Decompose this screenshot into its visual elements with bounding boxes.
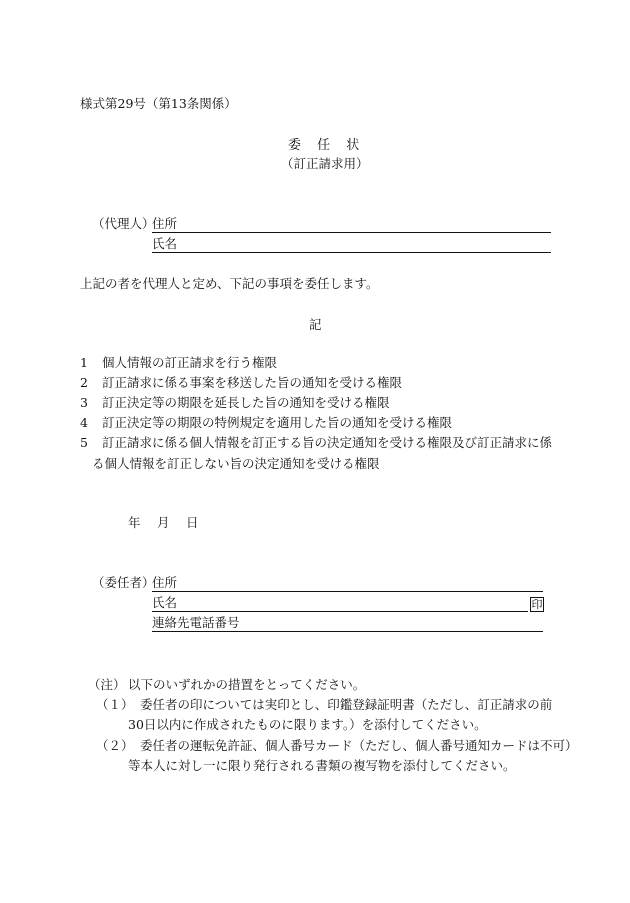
document-subtitle: （訂正請求用）: [281, 156, 369, 171]
delegation-statement: 上記の者を代理人と定め、下記の事項を委任します。: [80, 276, 379, 291]
agent-address-label: 住所: [152, 216, 178, 231]
principal-address-line: [152, 591, 543, 592]
note-2-line-2: 等本人に対し一に限り発行される書類の複写物を添付してください。: [128, 758, 516, 773]
list-item: [80, 377, 402, 390]
item-text: 訂正請求に係る個人情報を訂正する旨の決定通知を受ける権限及び訂正請求に係: [102, 435, 553, 450]
item-number: 5: [80, 435, 88, 450]
principal-address-label: 住所: [152, 575, 178, 590]
agent-name-line: [152, 252, 551, 253]
list-item: [80, 437, 552, 450]
item-text: 訂正決定等の期限を延長した旨の通知を受ける権限: [102, 395, 390, 410]
item-number: 1: [80, 355, 88, 370]
notes-text: 以下のいずれかの措置をとってください。: [128, 677, 366, 692]
date-line: 年 月 日: [128, 515, 201, 530]
note-2-label: （２）: [96, 738, 134, 753]
document-title: 委 任 状: [288, 138, 366, 153]
agent-address-line: [152, 232, 551, 233]
item-text: 訂正決定等の期限の特例規定を適用した旨の通知を受ける権限: [102, 415, 453, 430]
list-item: [80, 397, 390, 410]
item-text: 個人情報の訂正請求を行う権限: [102, 355, 278, 370]
item-text: 訂正請求に係る事案を移送した旨の通知を受ける権限: [102, 375, 403, 390]
item-number: 4: [80, 415, 88, 430]
seal-box: 印: [531, 598, 543, 611]
note-1-line-2: 30日以内に作成されたものに限ります。）を添付してください。: [128, 717, 487, 732]
item-number: 3: [80, 395, 88, 410]
item-5-continuation: る個人情報を訂正しない旨の決定通知を受ける権限: [92, 456, 380, 471]
note-2-line-1: 委任者の運転免許証、個人番号カード（ただし、個人番号通知カードは不可）: [140, 738, 578, 753]
principal-name-label: 氏名: [152, 595, 178, 610]
ki-heading: 記: [309, 317, 322, 332]
list-item: [80, 357, 277, 370]
principal-name-line: [152, 611, 528, 612]
principal-role-label: （委任者）: [92, 575, 155, 590]
agent-name-label: 氏名: [152, 236, 178, 251]
principal-phone-label: 連絡先電話番号: [152, 615, 240, 630]
agent-role-label: （代理人）: [92, 216, 155, 231]
notes-label: （注）: [88, 677, 126, 692]
note-1-line-1: 委任者の印については実印とし、印鑑登録証明書（ただし、訂正請求の前: [140, 697, 553, 712]
principal-phone-line: [152, 631, 543, 632]
note-1-label: （１）: [96, 697, 134, 712]
item-number: 2: [80, 375, 88, 390]
form-number: 様式第29号（第13条関係）: [80, 96, 237, 111]
list-item: [80, 417, 452, 430]
